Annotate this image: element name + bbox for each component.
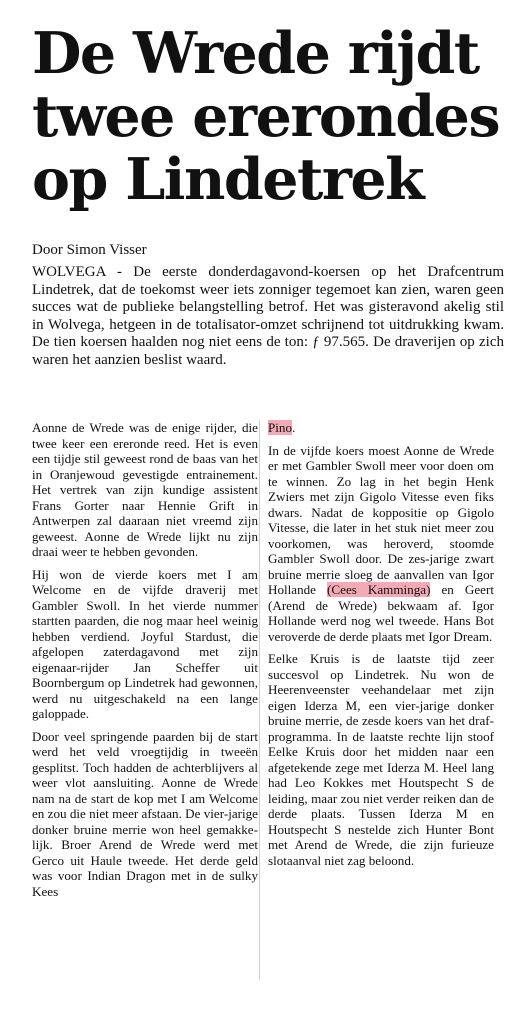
headline xyxy=(32,22,512,211)
column-divider xyxy=(259,420,260,980)
right-column xyxy=(268,420,494,875)
headline-line: op Lindetrek xyxy=(32,146,424,213)
highlighted-name: (Cees Kamminga) xyxy=(327,582,431,597)
body-paragraph: Aonne de Wrede was de enige rijder, die twee keer een ereronde reed. Het is even een tijdje stil geweest rond de baas van het in Oranjewoud gevestigde entrainement. Het vertrek van zijn kundige assistent Frans Gorter naar Hennie Grift in Antwerpen zal daaraan niet vreemd zijn geweest. Aonne de Wrede lijkt nu zijn draai weer te hebben gevonden. xyxy=(32,420,258,559)
body-paragraph: Pino. xyxy=(268,420,296,435)
paragraph-text: en Geert (Arend de Wrede) bekwaam af. Igor Hollande werd nog wel tweede. Hans Bot veroverde de derde plaats met Igor Dream. xyxy=(268,582,494,644)
highlighted-name: Pino xyxy=(268,420,293,435)
left-column xyxy=(32,420,258,906)
intro-paragraph: WOLVEGA - De eerste donderdagavond-koersen op het Drafcentrum Lindetrek, dat de toekomst weer iets zonniger tegemoet kan zien, waren geen succes wat de publieke belangstelling betrof. Het was gisteravond akelig stil in Wolvega, hetgeen in de totalisator-omzet schrijnend tot uitdrukking kwam. De tien koersen haalden nog niet eens de ton: ƒ 97.565. De draverijen op zich waren het aanzien beslist waard. xyxy=(32,264,504,368)
headline-line: twee ererondes xyxy=(32,83,500,150)
paragraph-text: In de vijfde koers moest Aonne de Wrede er met Gambler Swoll meer voor doen om te winnen. Zo lag in het begin Henk Zwiers met zijn Gigolo Vitesse even fiks dwars. Nadat de koppositie op Gigolo Vitesse, die later in het stuk niet meer zou voorkomen, was heroverd, stoomde Gambler Swoll door. De zes-jarige zwart bruine merrie sloeg de aanvallen van Igor Hollande xyxy=(268,442,494,597)
headline-line: De Wrede rijdt xyxy=(32,20,479,87)
body-paragraph: Eelke Kruis is de laatste tijd zeer succesvol op Lindetrek. Nu won de Heerenveenster veehandelaar met zijn eigen Iderza M, een vier-jarige donker bruine merrie, de zesde koers van het drafprogramma. In de laatste rechte lijn stoof Eelke Kruis door het midden naar een afgetekende zege met Iderza M. Heel lang had Leo Kokkes met Houtspecht S de leiding, maar zou niet verder reiken dan de derde plaats. Tussen Iderza M en Houtspecht S nestelde zich Hunter Bont met Arend de Wrede, die zijn furieuze slotaanval niet zag beloond. xyxy=(268,651,494,868)
byline: Door Simon Visser xyxy=(32,242,147,258)
body-paragraph xyxy=(268,443,494,645)
body-paragraph: Hij won de vierde koers met I am Welcome en de vijfde draverij met Gambler Swoll. In het vierde nummer startten paarden, die nog maar heel weinig hebben verdiend. Joyful Stardust, die afgelopen zaterdagavond met zijn eigenaar-rijder Jan Scheffer uit Boornbergum op Lindetrek had gewonnen, werd nu uitgeschakeld na een lange galoppade. xyxy=(32,566,258,721)
body-paragraph: Door veel springende paarden bij de start werd het veld vroegtijdig in tweeën gesplitst. Toch hadden de achterblijvers al weer vlot aansluiting. Aonne de Wrede nam na de start de kop met I am Welcome en zou die niet meer afstaan. De vier-jarige donker bruine merrie won heel gemakkelijk. Broer Arend de Wrede werd met Gerco uit Haule tweede. Het derde geld was voor Indian Dragon met in de sulky Kees xyxy=(32,728,258,899)
